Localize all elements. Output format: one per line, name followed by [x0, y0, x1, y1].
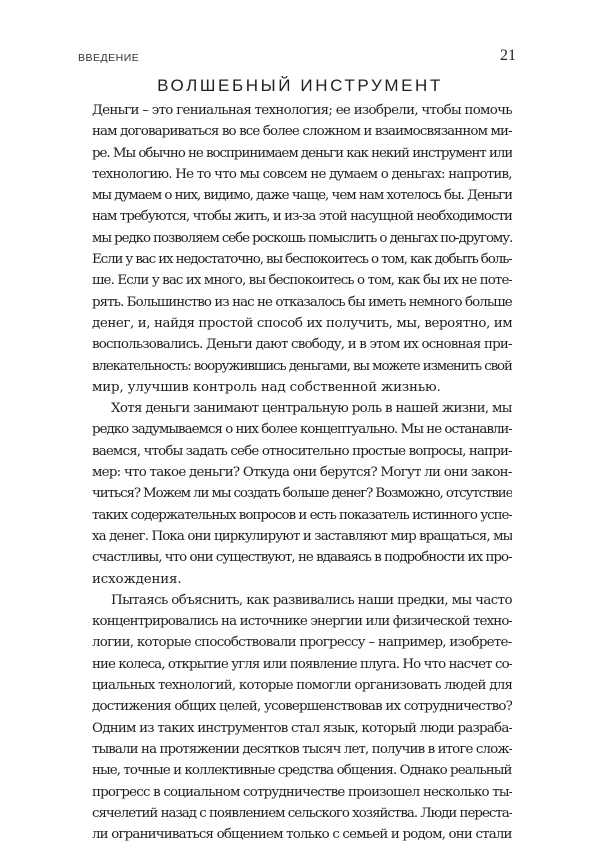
- text-line: достижения общих целей, усовершенствовав их сотрудничество?: [92, 699, 512, 715]
- text-line: мы редко позволяем себе роскошь помыслить о деньгах по-другому.: [92, 230, 512, 246]
- text-line: ваемся, чтобы задать себе относительно простые вопросы, напри-: [92, 443, 512, 459]
- text-line: влекательность: вооружившись деньгами, вы можете изменить свой: [92, 358, 512, 374]
- text-line: мы думаем о них, видимо, даже чаще, чем нам хотелось бы. Деньги: [92, 188, 512, 204]
- text-line: прогресс в социальном сотрудничестве произошел несколько ты-: [92, 784, 512, 800]
- text-line: ные, точные и коллективные средства общения. Однако реальный: [92, 763, 512, 779]
- text-line: Пытаясь объяснить, как развивались наши предки, мы часто: [111, 592, 512, 608]
- text-line: читься? Можем ли мы создать больше денег? Возможно, отсутствие: [92, 486, 512, 502]
- text-line: денег, и, найдя простой способ их получить, мы, вероятно, им: [92, 315, 512, 331]
- text-line: циальных технологий, которые помогли организовать людей для: [92, 678, 512, 694]
- running-head: ВВЕДЕНИЕ: [78, 52, 140, 64]
- text-line: рять. Большинство из нас не отказалось бы иметь немного больше: [92, 294, 512, 310]
- text-line: технологию. Не то что мы совсем не думаем о деньгах: напротив,: [92, 166, 512, 182]
- text-line: Если у вас их недостаточно, вы беспокоитесь о том, как добыть боль-: [92, 252, 512, 268]
- page-number: 21: [500, 47, 516, 64]
- text-line: ние колеса, открытие угля или появление плуга. Но что насчет со-: [92, 656, 512, 672]
- text-line: счастливы, что они существуют, не вдаваясь в подробности их про-: [92, 550, 512, 566]
- text-line: нам требуются, чтобы жить, и из-за этой насущной необходимости: [92, 209, 512, 225]
- text-line: ха денег. Пока они циркулируют и заставляют мир вращаться, мы: [92, 528, 512, 544]
- text-line: нам договариваться во все более сложном и взаимосвязанном ми-: [92, 124, 512, 140]
- text-line: таких содержательных вопросов и есть показатель истинного успе-: [92, 507, 512, 523]
- text-line: сячелетий назад с появлением сельского хозяйства. Люди переста-: [92, 805, 512, 821]
- text-line: ше. Если у вас их много, вы беспокоитесь о том, как бы их не поте-: [92, 273, 512, 289]
- text-line: воспользовались. Деньги дают свободу, и в этом их основная при-: [92, 337, 512, 353]
- text-line: Одним из таких инструментов стал язык, который люди разраба-: [92, 720, 512, 736]
- text-line: тывали на протяжении десятков тысяч лет, получив в итоге слож-: [92, 741, 512, 757]
- text-line: логии, которые способствовали прогрессу – например, изобрете-: [92, 635, 512, 651]
- text-line: редко задумываемся о них более концептуально. Мы не останавли-: [92, 422, 512, 438]
- text-line: ре. Мы обычно не воспринимаем деньги как некий инструмент или: [92, 145, 512, 161]
- text-line: исхождения.: [92, 571, 182, 587]
- body-text: [92, 100, 512, 845]
- chapter-title: ВОЛШЕБНЫЙ ИНСТРУМЕНТ: [157, 76, 443, 95]
- text-line: Деньги – это гениальная технология; ее изобрели, чтобы помочь: [92, 103, 512, 118]
- text-line: концентрировались на источнике энергии или физической техно-: [92, 614, 512, 630]
- text-line: мир, улучшив контроль над собственной жизнью.: [92, 379, 441, 395]
- text-line: ли ограничиваться общением только с семьей и родом, они стали: [92, 827, 512, 843]
- text-line: мер: что такое деньги? Откуда они берутся? Могут ли они закон-: [92, 465, 512, 481]
- text-line: Хотя деньги занимают центральную роль в нашей жизни, мы: [111, 401, 512, 417]
